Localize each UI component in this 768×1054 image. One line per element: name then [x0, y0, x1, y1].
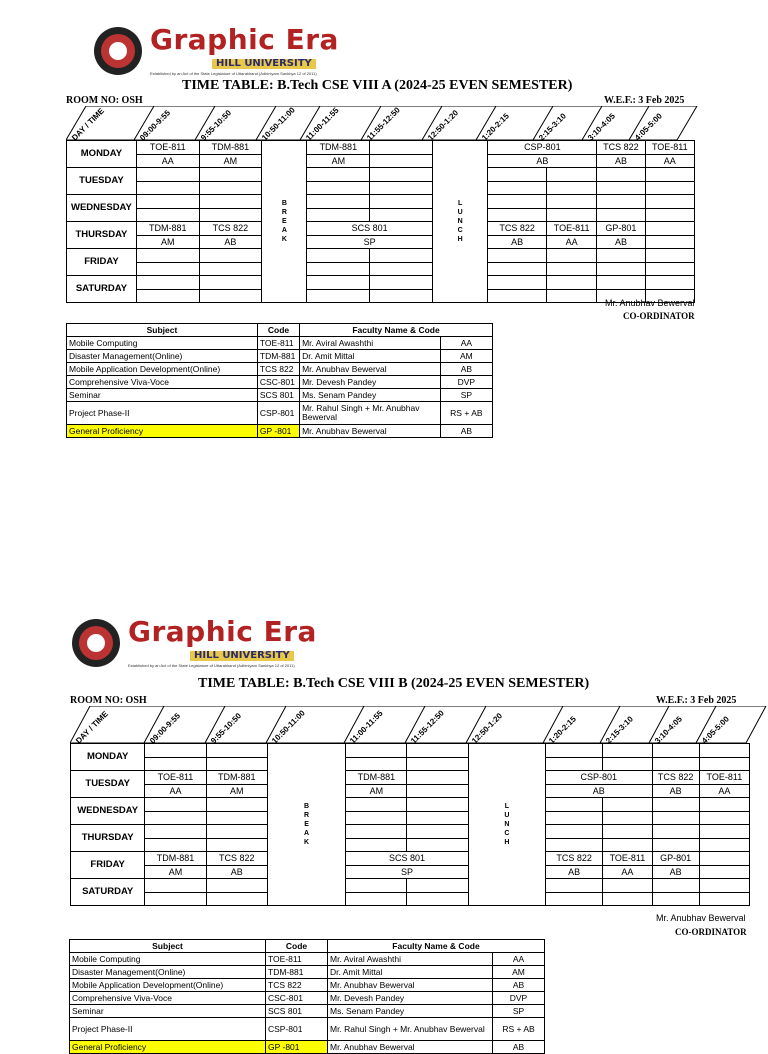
day-label: WEDNESDAY	[71, 798, 145, 825]
legend-abbr: AB	[440, 425, 492, 438]
legend-abbr: RS + AB	[440, 402, 492, 425]
table-cell: TOE-811	[145, 771, 206, 785]
legend-header-cell: Code	[257, 324, 299, 337]
legend-row	[70, 1041, 545, 1054]
table-cell	[603, 798, 652, 812]
legend-code: GP -801	[266, 1041, 328, 1054]
table-cell: AB	[199, 235, 262, 249]
table-cell	[699, 865, 749, 879]
table-cell: TCS 822	[546, 852, 603, 866]
time-slot-label: 10:50-11:00	[260, 105, 297, 143]
legend-abbr: AB	[440, 363, 492, 376]
time-slot-label: 3:10-4:05	[653, 714, 684, 746]
time-slot-label: 3:10-4:05	[586, 111, 617, 143]
table-cell	[652, 825, 699, 839]
table-cell: AB	[597, 235, 645, 249]
table-cell	[145, 838, 206, 852]
table-cell: AB	[652, 865, 699, 879]
legend-faculty: Mr. Devesh Pandey	[300, 376, 441, 389]
table-cell	[603, 757, 652, 771]
table-cell	[206, 744, 267, 758]
room-label: ROOM NO: OSH	[70, 695, 147, 706]
legend-row	[70, 966, 545, 979]
table-cell: TOE-811	[603, 852, 652, 866]
legend-subject: Comprehensive Viva-Voce	[70, 992, 266, 1005]
table-cell	[603, 811, 652, 825]
lunch-column: L U N C H	[468, 744, 545, 906]
day-label: THURSDAY	[71, 825, 145, 852]
table-cell	[346, 838, 407, 852]
table-cell	[407, 798, 468, 812]
legend-abbr: AB	[493, 979, 545, 992]
table-cell	[699, 744, 749, 758]
table-cell: AM	[206, 784, 267, 798]
table-cell	[346, 892, 407, 906]
table-cell	[546, 757, 603, 771]
time-slot-label: 2:15-3:10	[604, 714, 635, 746]
time-slot-label: 12:50-1:20	[470, 711, 505, 746]
table-cell: TCS 822	[652, 771, 699, 785]
table-cell	[652, 838, 699, 852]
time-slot-label: 11:00-11:55	[348, 708, 385, 746]
table-cell	[206, 811, 267, 825]
legend-subject: General Proficiency	[70, 1041, 266, 1054]
table-cell: AA	[645, 154, 694, 168]
table-cell	[145, 757, 206, 771]
table-cell	[546, 798, 603, 812]
legend-faculty: Ms. Senam Pandey	[328, 1005, 493, 1018]
day-label: WEDNESDAY	[67, 195, 137, 222]
coordinator-name: Mr. Anubhav Bewerval	[605, 298, 695, 308]
legend-header-cell: Subject	[70, 940, 266, 953]
brand-tagline: Established by an Act of the State Legislature of Uttarakhand (Adhiniyam Sankhya 12 of 2011)	[128, 663, 295, 668]
legend-faculty: Mr. Anubhav Bewerval	[328, 979, 493, 992]
legend-code: CSP-801	[266, 1018, 328, 1041]
table-cell	[699, 825, 749, 839]
table-cell: TCS 822	[206, 852, 267, 866]
legend-faculty: Mr. Anubhav Bewerval	[328, 1041, 493, 1054]
table-cell	[407, 744, 468, 758]
table-cell: AB	[546, 784, 652, 798]
table-cell: AB	[546, 865, 603, 879]
table-cell	[346, 811, 407, 825]
table-cell	[407, 771, 468, 785]
legend-code: TDM-881	[257, 350, 299, 363]
table-cell: AM	[136, 235, 199, 249]
break-column: B R E A K	[267, 744, 345, 906]
table-cell	[652, 744, 699, 758]
table-cell	[145, 825, 206, 839]
table-cell	[699, 811, 749, 825]
table-cell	[346, 744, 407, 758]
timetable-header	[70, 706, 768, 746]
table-row	[71, 879, 750, 893]
table-row	[71, 784, 750, 798]
brand-sub: HILL UNIVERSITY	[190, 651, 294, 661]
table-cell: GP-801	[652, 852, 699, 866]
table-cell: AM	[145, 865, 206, 879]
day-label: FRIDAY	[67, 249, 137, 276]
table-cell: AA	[603, 865, 652, 879]
table-cell: AM	[307, 154, 370, 168]
legend-code: TOE-811	[266, 953, 328, 966]
time-slot-label: 12:50-1:20	[426, 108, 461, 143]
lunch-column: L U N C H	[432, 141, 488, 303]
legend-code: CSP-801	[257, 402, 299, 425]
table-cell	[206, 892, 267, 906]
legend-code: TDM-881	[266, 966, 328, 979]
table-cell	[407, 784, 468, 798]
table-cell	[603, 825, 652, 839]
coordinator-name: Mr. Anubhav Bewerval	[656, 913, 746, 923]
legend-abbr: DVP	[493, 992, 545, 1005]
legend-subject: Seminar	[67, 389, 258, 402]
table-cell	[546, 811, 603, 825]
table-cell	[652, 798, 699, 812]
legend-subject: Mobile Application Development(Online)	[70, 979, 266, 992]
table-row	[71, 892, 750, 906]
legend-subject: Project Phase-II	[70, 1018, 266, 1041]
legend-subject: Mobile Application Development(Online)	[67, 363, 258, 376]
table-cell	[699, 838, 749, 852]
table-row	[71, 757, 750, 771]
legend-subject: Disaster Management(Online)	[67, 350, 258, 363]
legend-code: SCS 801	[266, 1005, 328, 1018]
legend-faculty: Mr. Rahul Singh + Mr. Anubhav Bewerval	[328, 1018, 493, 1041]
table-cell	[407, 879, 468, 893]
time-slot-label: 09:00-9:55	[148, 711, 183, 746]
legend-code: TCS 822	[266, 979, 328, 992]
legend-faculty: Ms. Senam Pandey	[300, 389, 441, 402]
time-slot-label: 09:00-9:55	[138, 108, 173, 143]
table-cell: TDM-881	[199, 141, 262, 155]
table-cell	[346, 757, 407, 771]
legend-abbr: SP	[440, 389, 492, 402]
legend-abbr: AM	[440, 350, 492, 363]
table-cell: TCS 822	[597, 141, 645, 155]
table-cell: TDM-881	[307, 141, 370, 155]
table-cell	[652, 892, 699, 906]
subject-legend	[69, 939, 545, 1054]
table-row	[71, 852, 750, 866]
legend-row	[70, 953, 545, 966]
table-cell: TOE-811	[645, 141, 694, 155]
day-label: TUESDAY	[67, 168, 137, 195]
table-cell: CSP-801	[488, 141, 597, 155]
table-cell: TDM-881	[145, 852, 206, 866]
table-cell: AA	[546, 235, 596, 249]
table-cell: SP	[307, 235, 432, 249]
day-label: MONDAY	[67, 141, 137, 168]
table-cell: AA	[699, 784, 749, 798]
table-row	[71, 838, 750, 852]
table-cell	[206, 798, 267, 812]
legend-code: CSC-801	[266, 992, 328, 1005]
table-cell: SP	[346, 865, 469, 879]
table-cell	[145, 879, 206, 893]
table-cell	[346, 825, 407, 839]
legend-subject: Mobile Computing	[70, 953, 266, 966]
table-cell: CSP-801	[546, 771, 652, 785]
table-cell: AA	[136, 154, 199, 168]
day-label: TUESDAY	[71, 771, 145, 798]
legend-abbr: AA	[493, 953, 545, 966]
legend-header	[70, 940, 545, 953]
break-column: B R E A K	[262, 141, 307, 303]
table-cell: TDM-881	[346, 771, 407, 785]
table-cell: GP-801	[597, 222, 645, 236]
seal-icon	[72, 619, 120, 667]
legend-code: SCS 801	[257, 389, 299, 402]
brand-tagline: Established by an Act of the State Legislature of Uttarakhand (Adhiniyam Sankhya 12 of 2011)	[150, 71, 317, 76]
university-logo	[72, 615, 317, 668]
legend-row	[70, 1018, 545, 1041]
table-cell	[407, 757, 468, 771]
time-slot-label: 11:55-12:50	[409, 708, 446, 746]
time-slot-label: 4:05-5:00	[700, 714, 731, 746]
coordinator-label: CO-ORDINATOR	[623, 311, 695, 321]
brand-name: Graphic Era	[128, 615, 317, 648]
table-cell: AB	[652, 784, 699, 798]
brand-name: Graphic Era	[150, 23, 339, 56]
table-cell	[546, 825, 603, 839]
time-slot-label: 2:15-3:10	[537, 111, 568, 143]
table-cell: AB	[206, 865, 267, 879]
legend-faculty: Dr. Amit Mittal	[328, 966, 493, 979]
table-cell	[603, 838, 652, 852]
table-cell	[699, 852, 749, 866]
table-cell	[699, 879, 749, 893]
legend-faculty: Mr. Aviral Awashthi	[328, 953, 493, 966]
legend-faculty: Dr. Amit Mittal	[300, 350, 441, 363]
legend-faculty: Mr. Devesh Pandey	[328, 992, 493, 1005]
table-cell	[206, 825, 267, 839]
wef-label: W.E.F.: 3 Feb 2025	[656, 695, 737, 706]
table-row	[71, 798, 750, 812]
table-cell: AM	[199, 154, 262, 168]
legend-code: GP -801	[257, 425, 299, 438]
time-slot-label: 11:00-11:55	[304, 105, 341, 143]
table-cell: SCS 801	[346, 852, 469, 866]
room-label: ROOM NO: OSH	[66, 95, 143, 106]
table-row	[71, 825, 750, 839]
table-row	[71, 811, 750, 825]
table-cell: AB	[597, 154, 645, 168]
table-cell	[206, 838, 267, 852]
legend-row	[70, 979, 545, 992]
day-label: SATURDAY	[71, 879, 145, 906]
legend-subject: Comprehensive Viva-Voce	[67, 376, 258, 389]
table-cell	[699, 892, 749, 906]
table-cell: TCS 822	[199, 222, 262, 236]
table-row	[71, 865, 750, 879]
brand-sub: HILL UNIVERSITY	[212, 59, 316, 69]
day-label: SATURDAY	[67, 276, 137, 303]
table-cell	[546, 892, 603, 906]
table-cell	[652, 811, 699, 825]
table-cell: TOE-811	[136, 141, 199, 155]
legend-header-cell: Code	[266, 940, 328, 953]
legend-faculty: Mr. Anubhav Bewerval	[300, 425, 441, 438]
table-cell: TDM-881	[136, 222, 199, 236]
legend-header-cell: Faculty Name & Code	[300, 324, 493, 337]
legend-subject: Mobile Computing	[67, 337, 258, 350]
time-slot-label: 1:20-2:15	[547, 714, 578, 746]
day-label: MONDAY	[71, 744, 145, 771]
table-cell	[145, 811, 206, 825]
timetable	[70, 743, 750, 906]
legend-row	[70, 1005, 545, 1018]
day-label: FRIDAY	[71, 852, 145, 879]
legend-header-cell: Subject	[67, 324, 258, 337]
table-cell	[407, 825, 468, 839]
time-slot-label: 10:50-11:00	[270, 708, 307, 746]
table-cell	[145, 744, 206, 758]
legend-code: TCS 822	[257, 363, 299, 376]
legend-code: CSC-801	[257, 376, 299, 389]
table-cell	[699, 798, 749, 812]
table-cell	[407, 838, 468, 852]
table-cell	[546, 838, 603, 852]
table-cell	[652, 757, 699, 771]
table-cell: TDM-881	[206, 771, 267, 785]
table-cell	[145, 892, 206, 906]
table-cell	[346, 879, 407, 893]
legend-faculty: Mr. Rahul Singh + Mr. Anubhav Bewerval	[300, 402, 441, 425]
time-slot-label: 9:55-10:50	[209, 711, 244, 746]
table-cell	[346, 798, 407, 812]
table-cell	[603, 744, 652, 758]
time-slot-label: 4:05-5:00	[633, 111, 664, 143]
table-row	[71, 744, 750, 758]
table-row	[71, 771, 750, 785]
legend-subject: Disaster Management(Online)	[70, 966, 266, 979]
time-slot-label: DAY / TIME	[70, 106, 106, 143]
table-cell	[206, 757, 267, 771]
legend-abbr: DVP	[440, 376, 492, 389]
time-slot-label: 1:20-2:15	[480, 111, 511, 143]
page-title: TIME TABLE: B.Tech CSE VIII B (2024-25 EVEN SEMESTER)	[198, 676, 590, 691]
table-cell: AM	[346, 784, 407, 798]
table-cell	[145, 798, 206, 812]
legend-code: TOE-811	[257, 337, 299, 350]
table-cell	[603, 892, 652, 906]
legend-faculty: Mr. Aviral Awashthi	[300, 337, 441, 350]
wef-label: W.E.F.: 3 Feb 2025	[604, 95, 685, 106]
legend-abbr: RS + AB	[493, 1018, 545, 1041]
day-label: THURSDAY	[67, 222, 137, 249]
table-cell	[407, 811, 468, 825]
legend-abbr: AA	[440, 337, 492, 350]
coordinator-label: CO-ORDINATOR	[675, 927, 747, 937]
legend-subject: Seminar	[70, 1005, 266, 1018]
time-slot-label: 11:55-12:50	[365, 105, 402, 143]
table-cell: TOE-811	[546, 222, 596, 236]
legend-subject: Project Phase-II	[67, 402, 258, 425]
table-cell	[546, 744, 603, 758]
table-cell	[652, 879, 699, 893]
legend-abbr: SP	[493, 1005, 545, 1018]
table-cell: TOE-811	[699, 771, 749, 785]
time-slot-label: DAY / TIME	[74, 709, 110, 746]
table-cell	[546, 879, 603, 893]
table-cell: AA	[145, 784, 206, 798]
legend-abbr: AB	[493, 1041, 545, 1054]
table-cell: TCS 822	[488, 222, 547, 236]
time-slot-label: 9:55-10:50	[199, 108, 234, 143]
table-cell: AB	[488, 235, 547, 249]
legend-faculty: Mr. Anubhav Bewerval	[300, 363, 441, 376]
legend-header-cell: Faculty Name & Code	[328, 940, 545, 953]
table-cell	[603, 879, 652, 893]
table-cell	[407, 892, 468, 906]
table-cell: AB	[488, 154, 597, 168]
table-cell	[699, 757, 749, 771]
table-cell	[206, 879, 267, 893]
page-title: TIME TABLE: B.Tech CSE VIII A (2024-25 EVEN SEMESTER)	[182, 78, 573, 93]
legend-abbr: AM	[493, 966, 545, 979]
legend-subject: General Proficiency	[67, 425, 258, 438]
legend-row	[70, 992, 545, 1005]
table-cell: SCS 801	[307, 222, 432, 236]
